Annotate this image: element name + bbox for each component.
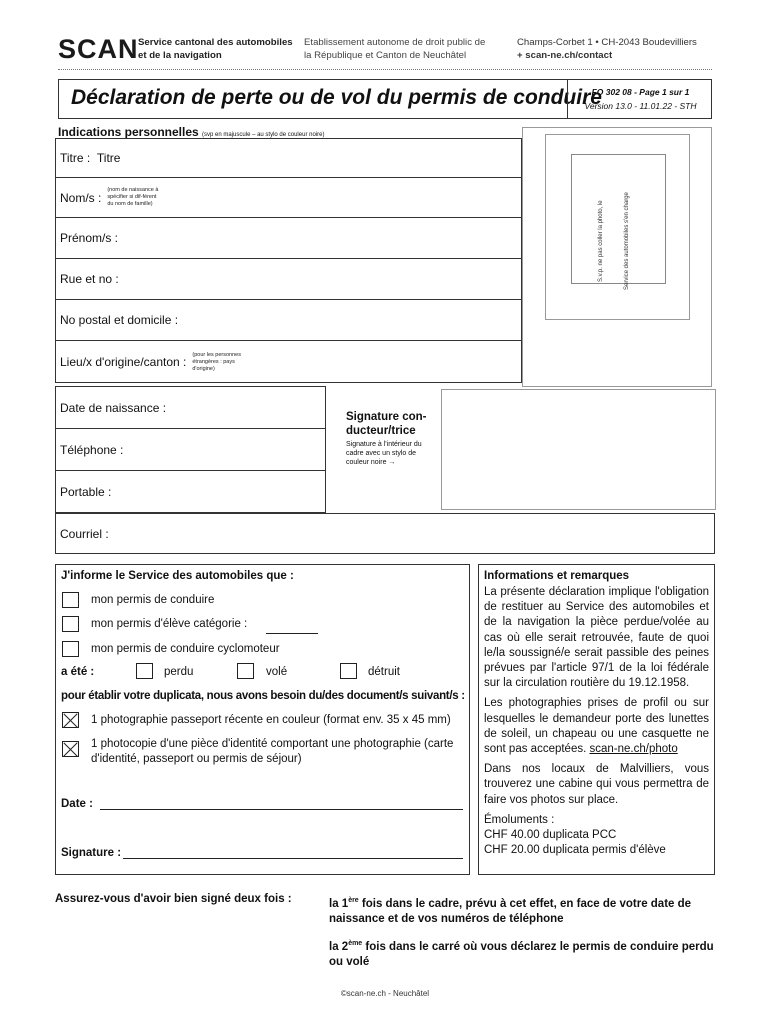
titre-field[interactable]: Titre : Titre bbox=[56, 139, 521, 178]
info-fees: Émoluments : CHF 40.00 duplicata PCC CHF 20.00 duplicata permis d'élève bbox=[484, 813, 666, 857]
rue-field[interactable]: Rue et no : bbox=[56, 259, 521, 300]
vole-checkbox[interactable] bbox=[237, 663, 254, 679]
documents-heading: pour établir votre duplicata, nous avons besoin du/des document/s suivant/s : bbox=[61, 690, 465, 702]
titre-value: Titre bbox=[96, 151, 121, 165]
signature-label: Signature con-ducteur/trice Signature à l'intérieur du cadre avec un stylo de couleur noire → bbox=[346, 411, 427, 466]
permis-eleve-label: mon permis d'élève catégorie : bbox=[91, 618, 248, 630]
identite-document-label: 1 photocopie d'une pièce d'identité comportant une photographie (carte d'identité, passeport ou permis de séjour) bbox=[91, 738, 454, 765]
declaration-box bbox=[55, 564, 470, 875]
form-reference: FO 302 08 - Page 1 sur 1 Version 13.0 - 11.01.22 - STH bbox=[567, 80, 713, 118]
naissance-field[interactable]: Date de naissance : bbox=[56, 387, 325, 429]
courriel-field[interactable]: Courriel : bbox=[55, 513, 715, 554]
photo-document-label: 1 photographie passeport récente en couleur (format env. 35 x 45 mm) bbox=[91, 714, 451, 726]
telephone-field[interactable]: Téléphone : bbox=[56, 429, 325, 471]
portable-field[interactable]: Portable : bbox=[60, 484, 112, 499]
photo-link[interactable]: scan-ne.ch/photo bbox=[589, 743, 678, 756]
detruit-label: détruit bbox=[368, 666, 400, 678]
prenom-field[interactable]: Prénom/s : bbox=[56, 218, 521, 259]
signature-field-label: Signature : bbox=[61, 847, 122, 859]
form-title: Déclaration de perte ou de vol du permis de conduire bbox=[71, 86, 602, 109]
info-box bbox=[478, 564, 715, 875]
declaration-heading: J'informe le Service des automobiles que : bbox=[61, 570, 294, 582]
info-paragraph-cabine: Dans nos locaux de Malvilliers, vous trouverez une cabine qui vous permettra de faire vos photos sur place. bbox=[484, 763, 709, 806]
categorie-input[interactable] bbox=[266, 633, 318, 634]
contact-fields bbox=[55, 386, 326, 513]
copyright: ©scan-ne.ch - Neuchâtel bbox=[340, 989, 430, 998]
permis-cyclomoteur-label: mon permis de conduire cyclomoteur bbox=[91, 643, 280, 655]
personal-fields bbox=[55, 138, 522, 383]
signature-box[interactable] bbox=[441, 389, 716, 510]
header-address: Champs-Corbet 1 • CH-2043 Boudevilliers + scan-ne.ch/contact bbox=[517, 37, 697, 61]
vole-label: volé bbox=[266, 666, 288, 678]
permis-conduire-label: mon permis de conduire bbox=[91, 594, 215, 606]
date-label: Date : bbox=[61, 798, 93, 810]
origine-field[interactable]: Lieu/x d'origine/canton : (pour les personnes étrangères : pays d'origine) bbox=[56, 341, 521, 383]
a-ete-label: a été : bbox=[61, 666, 95, 678]
header-divider bbox=[58, 69, 712, 70]
info-heading: Informations et remarques bbox=[484, 570, 630, 582]
perdu-checkbox[interactable] bbox=[136, 663, 153, 679]
signature-input[interactable] bbox=[123, 858, 463, 859]
footer-instructions bbox=[329, 893, 714, 979]
personal-heading: Indications personnelles (svp en majuscule – au stylo de couleur noire) bbox=[58, 125, 325, 139]
postal-field[interactable]: No postal et domicile : bbox=[56, 300, 521, 341]
footer-second-signature: la 2ème fois dans le carré où vous déclarez le permis de conduire perdu ou volé bbox=[329, 939, 714, 969]
detruit-checkbox[interactable] bbox=[340, 663, 357, 679]
photo-box bbox=[571, 154, 666, 284]
identite-document-checkbox[interactable] bbox=[62, 741, 79, 757]
header-service-name: Service cantonal des automobiles et de la navigation bbox=[138, 37, 293, 61]
permis-cyclomoteur-checkbox[interactable] bbox=[62, 641, 79, 657]
photo-document-checkbox[interactable] bbox=[62, 712, 79, 728]
header-institution: Etablissement autonome de droit public de la République et Canton de Neuchâtel bbox=[304, 37, 486, 61]
info-paragraph-photos: Les photographies prises de profil ou sur lesquelles le demandeur porte des lunettes de soleil, un chapeau ou une casquette ne sont pas acceptées. scan-ne.ch/photo bbox=[484, 697, 709, 756]
footer-reminder: Assurez-vous d'avoir bien signé deux fois : bbox=[55, 893, 292, 905]
info-paragraph-obligation: La présente déclaration implique l'obligation de restituer au Service des automobiles et de la navigation la pièce perdue/volée au cas où elle serait retrouvée, faute de quoi le/la soussigné/e serait passible des peines prévues par l'article 97/1 de la loi fédérale sur la circulation routière du 19.12.1958. bbox=[484, 586, 709, 690]
date-input[interactable] bbox=[100, 809, 463, 810]
permis-eleve-checkbox[interactable] bbox=[62, 616, 79, 632]
nom-field[interactable]: Nom/s : (nom de naissance à spécifier si dif-férent du nom de famille) bbox=[56, 178, 521, 218]
photo-instruction-2: Service des automobiles s'en charge bbox=[624, 192, 630, 290]
origine-note: (pour les personnes étrangères : pays d'origine) bbox=[192, 351, 241, 372]
permis-conduire-checkbox[interactable] bbox=[62, 592, 79, 608]
footer-first-signature: la 1ère fois dans le cadre, prévu à cet effet, en face de votre date de naissance et de vos numéros de téléphone bbox=[329, 897, 692, 926]
nom-note: (nom de naissance à spécifier si dif-férent du nom de famille) bbox=[107, 187, 159, 207]
scan-logo: SCAN bbox=[58, 34, 139, 64]
photo-instruction-1: S.v.p. ne pas coller la photo, le bbox=[598, 200, 604, 282]
perdu-label: perdu bbox=[164, 666, 194, 678]
title-box bbox=[58, 79, 712, 119]
